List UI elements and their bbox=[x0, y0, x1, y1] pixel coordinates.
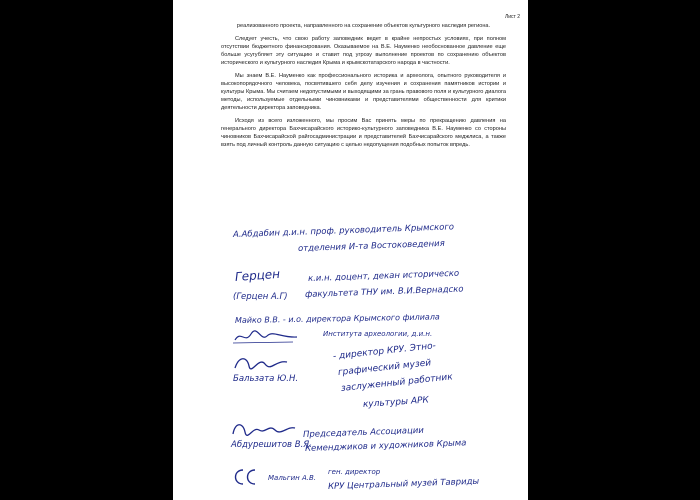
signature-4-desc3: заслуженный работник bbox=[340, 372, 454, 394]
signature-4-scrawl bbox=[231, 352, 291, 374]
paragraph-1: реализованного проекта, направленного на сохранение объектов культурного наследия региона. bbox=[236, 23, 491, 29]
signature-6-name: Мальгин А.В. bbox=[268, 474, 316, 482]
signature-4-desc4: культуры АРК bbox=[362, 395, 430, 410]
signature-3-line1: Майко В.В. - и.о. директора Крымского филиала bbox=[234, 312, 440, 325]
signature-2-name: (Герцен А.Г) bbox=[233, 292, 288, 302]
signature-1-line2: отделения И-та Востоковедения bbox=[297, 238, 445, 254]
signature-5-scrawl bbox=[229, 420, 299, 440]
signature-6-scrawl bbox=[229, 466, 265, 488]
signature-5-desc1: Председатель Ассоциации bbox=[302, 425, 425, 440]
signature-2-desc2: факультета ТНУ им. В.И.Вернадско bbox=[304, 284, 464, 300]
signature-6-desc1: ген. директор bbox=[328, 468, 381, 476]
signature-1-line1: А.Абдабин д.и.н. проф. руководитель Крымского bbox=[232, 222, 455, 240]
signature-3-line2: Института археологии, д.и.н. bbox=[323, 330, 433, 338]
signature-5-name: Абдурешитов В.Я. bbox=[231, 440, 312, 450]
signature-4-desc2: графический музей bbox=[337, 358, 432, 378]
signature-3-scrawl bbox=[231, 328, 301, 346]
paragraph-2: Следует учесть, что свою работу заповедник ведет в крайне непростых условиях, при полном отсутствии бюджетного финансирования. Оказываемое на В.Е. Науменко необоснованное давление еще больше усугубляет эту ситуацию и ставит под угрозу выполнение проектов по сохранению объектов исторического и культурного наследия Крыма и крымскотатарского народа в частности. bbox=[221, 36, 506, 66]
paragraph-4: Исходя из всего изложенного, мы просим Вас принять меры по прекращению давления на генерального директора Бахчисарайского историко-культурного заповедника В.Е. Науменко со стороны чиновников Бахчисарайской райгосадминистрации и представителей Бахчисарайского меджлиса, а также взять под личный контроль данную ситуацию с целью недопущения подобных попыток впредь. bbox=[221, 118, 506, 148]
sheet-number: Лист 2 bbox=[504, 14, 520, 20]
letter-body bbox=[221, 22, 506, 154]
signature-2-scrawl: Герцен bbox=[234, 266, 281, 284]
signature-5-desc2: Кеменджиков и художников Крыма bbox=[304, 438, 467, 454]
signature-6-desc2: КРУ Центральный музей Тавриды bbox=[327, 476, 480, 492]
paragraph-3: Мы знаем В.Е. Науменко как профессионального историка и археолога, опытного руководителя и высокопорядочного человека, посвятившего себя делу изучения и сохранения памятников истории и культуры Крыма. Мы считаем недопустимыми и выходящими за грань правового поля и культурного диалога методы, используемые отдельными чиновниками и представителями общественности для критики деятельности директора заповедника. bbox=[221, 73, 506, 111]
document-page bbox=[173, 0, 528, 500]
signature-4-desc1: - директор КРУ. Этно- bbox=[332, 341, 437, 362]
signature-4-name: Бальзата Ю.Н. bbox=[233, 374, 299, 384]
signature-2-desc1: к.и.н. доцент, декан историческо bbox=[307, 268, 460, 284]
